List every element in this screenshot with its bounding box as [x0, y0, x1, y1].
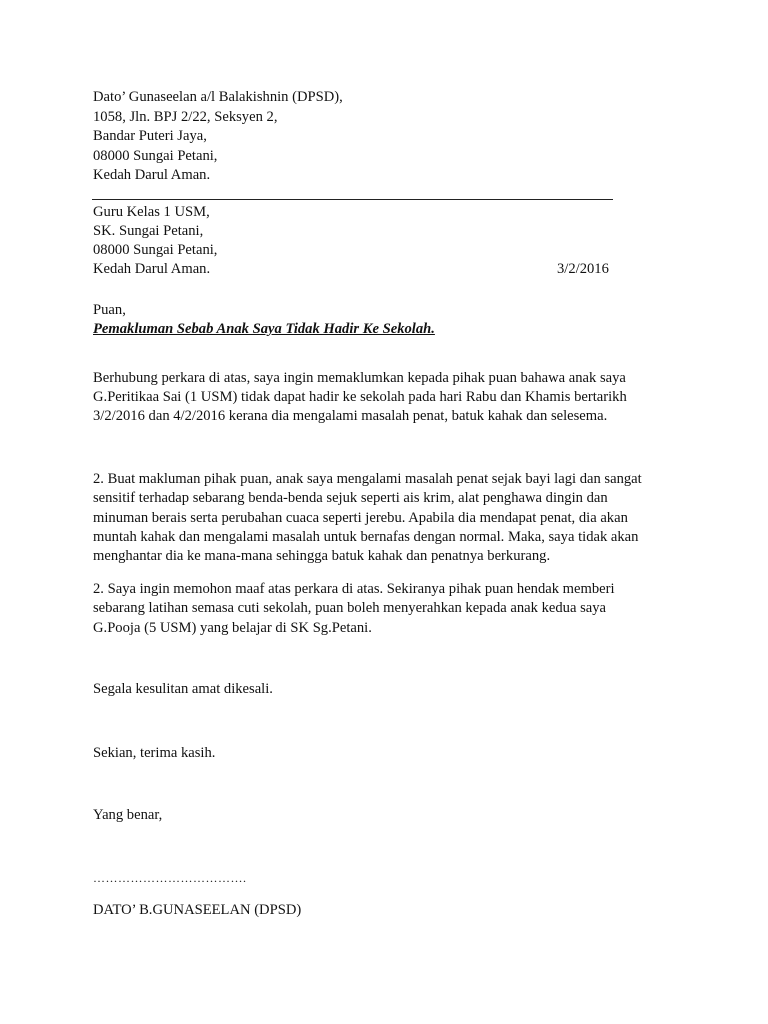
closing-apology: Segala kesulitan amat dikesali.	[93, 681, 273, 697]
recipient-line-2: SK. Sungai Petani,	[93, 223, 204, 239]
paragraph-2-line-5: menghantar dia ke mana-mana sehingga batuk kahak dan penatnya berkurang.	[93, 548, 551, 564]
paragraph-3-line-2: sebarang latihan semasa cuti sekolah, puan boleh menyerahkan kepada anak kedua saya	[93, 600, 607, 616]
closing-thanks: Sekian, terima kasih.	[93, 745, 216, 761]
sign-off: Yang benar,	[93, 807, 163, 823]
paragraph-1-line-3: 3/2/2016 dan 4/2/2016 kerana dia mengalami masalah penat, batuk kahak dan selesema.	[93, 408, 608, 424]
sender-line-2: 1058, Jln. BPJ 2/22, Seksyen 2,	[93, 109, 278, 125]
paragraph-1-line-2: G.Peritikaa Sai (1 USM) tidak dapat hadir ke sekolah pada hari Rabu dan Khamis bertarikh	[93, 389, 627, 405]
paragraph-2-line-4: muntah kahak dan mengalami masalah untuk bernafas dengan normal. Maka, saya tidak akan	[93, 529, 639, 545]
sender-line-1: Dato’ Gunaseelan a/l Balakishnin (DPSD),	[93, 89, 343, 105]
recipient-line-4: Kedah Darul Aman.	[93, 261, 211, 277]
paragraph-2-line-1: 2. Buat makluman pihak puan, anak saya mengalami masalah penat sejak bayi lagi dan sangat	[93, 471, 642, 487]
letter-date: 3/2/2016	[557, 261, 609, 277]
paragraph-3-line-1: 2. Saya ingin memohon maaf atas perkara di atas. Sekiranya pihak puan hendak memberi	[93, 581, 615, 597]
salutation: Puan,	[93, 302, 126, 318]
sender-line-3: Bandar Puteri Jaya,	[93, 128, 207, 144]
paragraph-1-line-1: Berhubung perkara di atas, saya ingin memaklumkan kepada pihak puan bahawa anak saya	[93, 370, 626, 386]
paragraph-2-line-2: sensitif terhadap sebarang benda-benda sejuk seperti ais krim, alat penghawa dingin dan	[93, 490, 608, 506]
recipient-line-1: Guru Kelas 1 USM,	[93, 204, 210, 220]
sender-line-5: Kedah Darul Aman.	[93, 167, 211, 183]
address-divider	[92, 199, 613, 200]
sender-line-4: 08000 Sungai Petani,	[93, 148, 218, 164]
paragraph-3-line-3: G.Pooja (5 USM) yang belajar di SK Sg.Petani.	[93, 620, 372, 636]
recipient-line-3: 08000 Sungai Petani,	[93, 242, 218, 258]
signatory-name: DATO’ B.GUNASEELAN (DPSD)	[93, 902, 302, 918]
letter-subject: Pemakluman Sebab Anak Saya Tidak Hadir Ke Sekolah.	[93, 321, 435, 337]
paragraph-2-line-3: minuman berais serta perubahan cuaca seperti jerebu. Apabila dia mendapat penat, dia akan	[93, 510, 628, 526]
signature-line: ……………………………….	[93, 871, 247, 885]
